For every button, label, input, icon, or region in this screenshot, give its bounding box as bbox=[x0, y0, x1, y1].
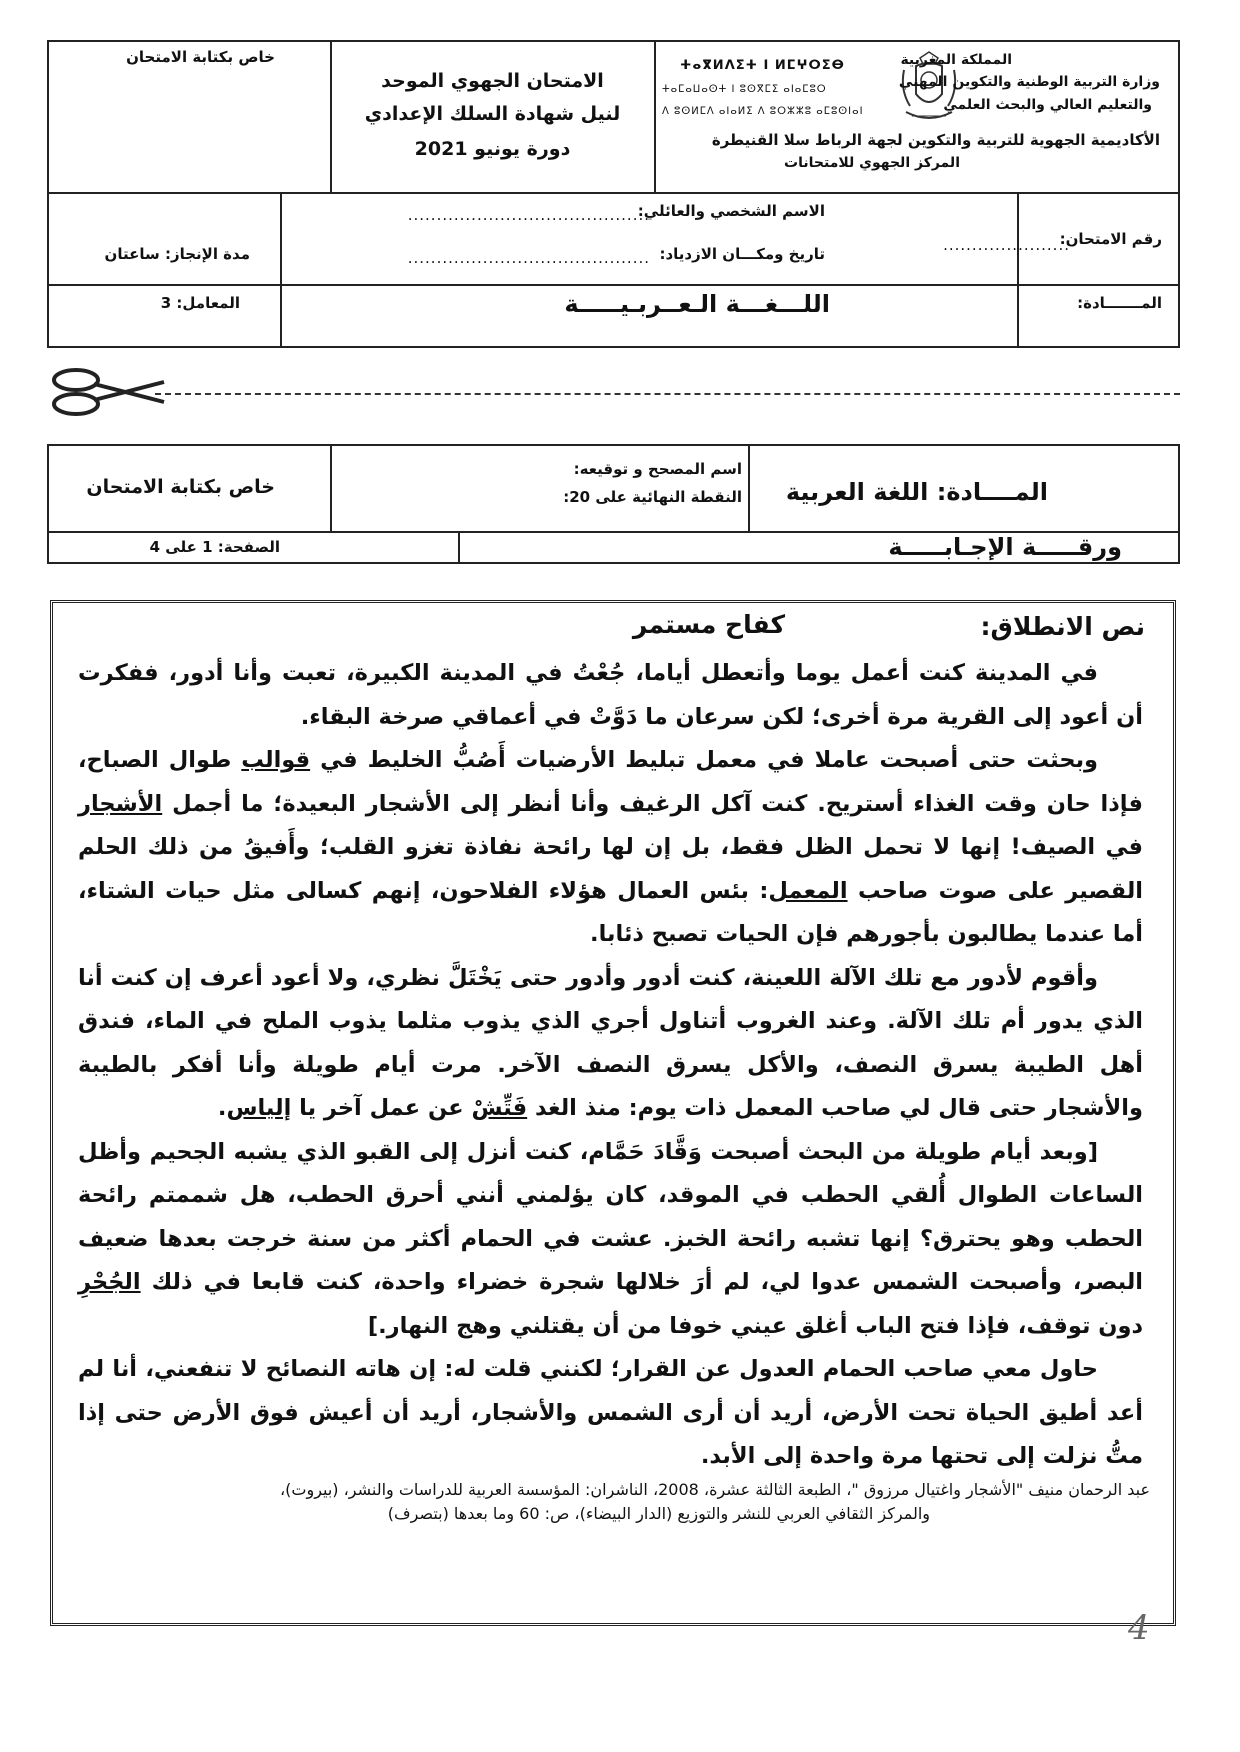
name-field[interactable]: .......................................... bbox=[407, 206, 650, 224]
exam-title-line-1: الامتحان الجهوي الموحد bbox=[381, 70, 604, 92]
tifinagh-line-3: ⴷ ⵓⵙⵍⵎⴷ ⴰⵏⴰⵍⵉ ⴷ ⵓⵔⵣⵣⵓ ⴰⵎⵓⵙⵏⴰⵏ bbox=[662, 106, 864, 117]
birth-field[interactable]: .......................................... bbox=[407, 249, 650, 267]
word-qawalib: قوالب bbox=[241, 747, 311, 773]
paragraph-4: [وبعد أيام طويلة من البحث أصبحت وَقَّادَ حَمَّام، كنت أنزل إلى القبو الذي يشبه الجحيم وأظل الساعات الطوال أُلقي الحطب في الموقد، كان يؤلمني أنني أحرق الحطب، هل شممتم رائحة الحطب وهو يحترق؟ إنها تشبه رائحة الخبز. عشت في الحمام أكثر من سنة خرجت بعدها ضعيف البصر، وأصبحت الشمس عدوا لي، لم أرَ خلالها شجرة خضراء واحدة، كنت قابعا في ذلك الجُحْرِ دون توقف، فإذا فتح الباب أغلق عيني خوفا من أن يقتلني وهج النهار.] bbox=[78, 1138, 1143, 1339]
header-divider-3 bbox=[280, 192, 282, 348]
private-label: خاص بكتابة الامتحان bbox=[126, 48, 275, 66]
exam-session: دورة يونيو 2021 bbox=[414, 138, 571, 160]
header-divider-5 bbox=[1017, 284, 1019, 348]
text-label: نص الانطلاق: bbox=[980, 612, 1145, 641]
ministry-line-1: وزارة التربية الوطنية والتكوين المهني bbox=[898, 74, 1160, 90]
ministry-line-2: والتعليم العالي والبحث العلمي bbox=[943, 97, 1152, 113]
header-divider-1 bbox=[330, 40, 332, 192]
paragraph-2: وبحثت حتى أصبحت عاملا في معمل تبليط الأرضيات أَصُبُّ الخليط في قوالب طوال الصباح، فإذا حان وقت الغذاء أستريح. كنت آكل الرغيف وأنا أنظر إلى الأشجار البعيدة؛ ما أجمل الأشجار في الصيف! إنها لا تحمل الظل فقط، بل إن لها رائحة نفاذة تغزو القلب؛ وأَفيقُ من ذلك الحلم القصير على صوت صاحب المعمل: بئس العمال هؤلاء الفلاحون، إنهم كسالى مثل حيات الشتاء، أما عندما يطالبون بأجورهم فإن الحيات تصبح ذئابا. bbox=[78, 747, 1143, 947]
word-fattish: فَتِّشْ bbox=[471, 1095, 528, 1121]
exam-number-field[interactable]: ...................... bbox=[943, 236, 1070, 254]
answer-divider-2 bbox=[748, 444, 750, 531]
name-label: الاسم الشخصي والعائلي: bbox=[637, 202, 825, 220]
page-mark: 4 bbox=[1128, 1608, 1150, 1648]
header-row-line-1 bbox=[47, 192, 1180, 194]
word-juhr: الجُحْرِ bbox=[78, 1269, 141, 1295]
tifinagh-line-2: ⵜⴰⵎⴰⵡⴰⵙⵜ ⵏ ⵓⵙⴳⵎⵉ ⴰⵏⴰⵎⵓⵔ bbox=[662, 84, 827, 95]
header-row-line-2 bbox=[47, 284, 1180, 286]
exam-number-label: رقم الامتحان: bbox=[1059, 230, 1162, 248]
word-maamal: المعمل bbox=[768, 877, 848, 904]
birth-label: تاريخ ومكـــان الازدياد: bbox=[659, 245, 825, 263]
answer-subject: المــــادة: اللغة العربية bbox=[785, 478, 1048, 506]
answer-sheet-title: ورقـــــة الإجـابـــــة bbox=[888, 533, 1122, 561]
exam-title-line-2: لنيل شهادة السلك الإعدادي bbox=[364, 103, 621, 125]
tifinagh-line-1: ⵜⴰⴳⵍⴷⵉⵜ ⵏ ⵍⵎⵖⵔⵉⴱ bbox=[680, 58, 845, 73]
text-title: كفاح مستمر bbox=[632, 610, 785, 639]
answer-private-label: خاص بكتابة الامتحان bbox=[86, 476, 275, 498]
cut-dashed-line bbox=[155, 393, 1180, 395]
page-number: الصفحة: 1 على 4 bbox=[149, 538, 280, 556]
duration-label: مدة الإنجاز: ساعتان bbox=[104, 245, 250, 263]
academy-name: الأكاديمية الجهوية للتربية والتكوين لجهة الرباط سلا القنيطرة bbox=[711, 131, 1160, 149]
paragraph-3: وأقوم لأدور مع تلك الآلة اللعينة، كنت أدور وأدور حتى يَخْتَلَّ نظري، ولا أعود أعرف إن كنت أنا الذي يدور أم تلك الآلة. وعند الغروب أتناول أجري الذي يذوب مثلما يذوب الملح في الماء، فندق أهل الطيبة يسرق النصف، والأكل يسرق النصف الآخر. مرت أيام طويلة وأنا أفكر بالطيبة والأشجار حتى قال لي صاحب المعمل ذات يوم: منذ الغد فَتِّشْ عن عمل آخر يا إلياس. bbox=[78, 964, 1143, 1121]
scissors-icon bbox=[48, 368, 166, 416]
header-divider-2 bbox=[654, 40, 656, 192]
subject-value: اللـــغـــة الـعــربـيـــــة bbox=[564, 290, 830, 318]
final-score-label: النقطة النهائية على 20: bbox=[563, 488, 742, 506]
answer-divider-3 bbox=[458, 531, 460, 564]
kingdom-name: المملكة المغربية bbox=[900, 52, 1012, 68]
passage bbox=[78, 652, 1143, 1479]
subject-label: المـــــــادة: bbox=[1077, 294, 1162, 312]
citation-line-2: والمركز الثقافي العربي للنشر والتوزيع (الدار البيضاء)، ص: 60 وما بعدها (بتصرف) bbox=[387, 1504, 930, 1523]
word-ashjar: الأشجار bbox=[78, 790, 163, 817]
word-ilyas: إلياس bbox=[226, 1095, 292, 1121]
paragraph-5: حاول معي صاحب الحمام العدول عن القرار؛ لكنني قلت له: إن هاته النصائح لا تنفعني، أنا لم أعد أطيق الحياة تحت الأرض، أريد أن أرى الشمس والأشجار، أريد أن أعيش فوق الأرض حتى إذا متُّ نزلت إلى تحتها مرة واحدة إلى الأبد. bbox=[78, 1356, 1143, 1469]
citation-line-1: عبد الرحمان منيف "الأشجار واغتيال مرزوق "، الطبعة الثالثة عشرة، 2008، الناشران: المؤسسة العربية للدراسات والنشر، (بيروت)، bbox=[280, 1480, 1150, 1499]
center-name: المركز الجهوي للامتحانات bbox=[784, 155, 960, 171]
coefficient-label: المعامل: 3 bbox=[160, 294, 240, 312]
corrector-label: اسم المصحح و توقيعه: bbox=[573, 460, 742, 478]
paragraph-1: في المدينة كنت أعمل يوما وأتعطل أياما، جُعْتُ في المدينة الكبيرة، تعبت وأنا أدور، ففكرت أن أعود إلى القرية مرة أخرى؛ لكن سرعان ما دَوَّتْ في أعماقي صرخة البقاء. bbox=[78, 660, 1143, 730]
answer-divider-1 bbox=[330, 444, 332, 531]
